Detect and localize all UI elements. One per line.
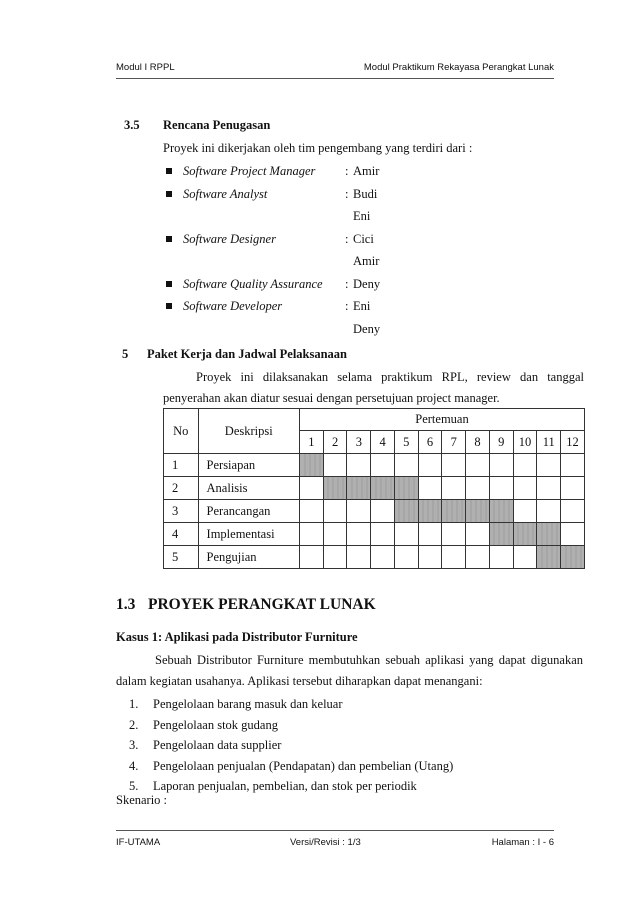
week-header-cell: 8 (466, 431, 490, 454)
role-colon: : (345, 276, 349, 291)
gantt-cell (489, 477, 513, 500)
role-name: Software Designer (183, 231, 276, 246)
role-member: Eni (353, 299, 371, 313)
bullet-icon (166, 236, 172, 242)
week-header-cell: 3 (347, 431, 371, 454)
list-item: Pengelolaan stok gudang (153, 717, 278, 732)
list-item: Laporan penjualan, pembelian, dan stok per periodik (153, 779, 417, 793)
list-item: Pengelolaan penjualan (Pendapatan) dan pembelian (Utang) (153, 758, 454, 773)
week-header-cell: 10 (513, 431, 537, 454)
gantt-cell (300, 477, 324, 500)
week-header-cell: 11 (537, 431, 561, 454)
section-5-number: 5 (122, 347, 129, 361)
scenario-label: Skenario : (116, 793, 168, 807)
gantt-cell (323, 500, 347, 523)
row-description: Implementasi (198, 523, 299, 546)
list-item-number: 5. (129, 779, 139, 793)
gantt-cell (300, 546, 324, 569)
row-number: 3 (164, 500, 199, 523)
section-13-title: PROYEK PERANGKAT LUNAK (148, 596, 376, 613)
role-member: Cici (353, 231, 374, 246)
header-right: Modul Praktikum Rekayasa Perangkat Lunak (363, 62, 554, 73)
bullet-icon (166, 191, 172, 197)
gantt-cell-active (394, 500, 418, 523)
list-item-number: 2. (129, 717, 139, 732)
row-number: 1 (164, 454, 199, 477)
list-item-number: 1. (129, 697, 139, 711)
gantt-cell (371, 454, 395, 477)
gantt-cell-active (513, 523, 537, 546)
gantt-cell (418, 523, 442, 546)
gantt-cell (347, 546, 371, 569)
section-13-number: 1.3 (116, 596, 136, 613)
gantt-cell-active (371, 477, 395, 500)
role-member: Amir (353, 164, 380, 178)
page-header (116, 61, 554, 79)
schedule-table (163, 408, 585, 569)
footer-center: Versi/Revisi : 1/3 (290, 837, 361, 848)
gantt-cell (418, 477, 442, 500)
section-35-title: Rencana Penugasan (163, 118, 271, 132)
section-5-para-line1: Proyek ini dilaksanakan selama praktikum RPL, review dan tanggal (196, 370, 584, 384)
gantt-cell (300, 500, 324, 523)
gantt-cell (466, 477, 490, 500)
gantt-cell (442, 523, 466, 546)
gantt-cell (394, 523, 418, 546)
col-meetings-header: Pertemuan (300, 409, 585, 431)
gantt-cell-active (489, 500, 513, 523)
gantt-cell (561, 500, 585, 523)
gantt-cell (489, 454, 513, 477)
gantt-cell (513, 477, 537, 500)
week-header-cell: 1 (300, 431, 324, 454)
gantt-cell (537, 477, 561, 500)
gantt-cell-active (323, 477, 347, 500)
gantt-cell (513, 454, 537, 477)
gantt-cell-active (442, 500, 466, 523)
role-member: Eni (353, 209, 371, 223)
bullet-icon (166, 281, 172, 287)
gantt-cell-active (537, 546, 561, 569)
week-header-cell: 9 (489, 431, 513, 454)
gantt-cell (513, 500, 537, 523)
gantt-cell-active (347, 477, 371, 500)
role-name: Software Project Manager (183, 164, 316, 178)
table-row (164, 546, 585, 569)
gantt-cell (442, 454, 466, 477)
gantt-cell (371, 523, 395, 546)
section-5-title: Paket Kerja dan Jadwal Pelaksanaan (147, 347, 348, 361)
table-row (164, 454, 585, 477)
gantt-cell (466, 454, 490, 477)
gantt-cell-active (418, 500, 442, 523)
week-header-cell: 7 (442, 431, 466, 454)
gantt-cell-active (300, 454, 324, 477)
gantt-cell (418, 454, 442, 477)
gantt-cell (513, 546, 537, 569)
role-colon: : (345, 231, 349, 246)
role-name: Software Quality Assurance (183, 276, 323, 291)
gantt-cell-active (394, 477, 418, 500)
list-item-number: 4. (129, 758, 139, 773)
role-member: Budi (353, 186, 378, 201)
gantt-cell (442, 546, 466, 569)
gantt-cell (300, 523, 324, 546)
table-row (164, 477, 585, 500)
section-5-para-line2: penyerahan akan diatur sesuai dengan persetujuan project manager. (163, 391, 500, 405)
gantt-cell-active (537, 523, 561, 546)
bullet-icon (166, 303, 172, 309)
gantt-cell (323, 546, 347, 569)
list-item: Pengelolaan barang masuk dan keluar (153, 697, 343, 711)
gantt-cell (537, 500, 561, 523)
week-header-cell: 5 (394, 431, 418, 454)
row-number: 4 (164, 523, 199, 546)
col-no-header: No (164, 409, 199, 454)
role-name: Software Analyst (183, 186, 268, 201)
week-header-cell: 12 (561, 431, 585, 454)
gantt-cell (561, 477, 585, 500)
gantt-cell (418, 546, 442, 569)
role-colon: : (345, 186, 349, 201)
row-description: Analisis (198, 477, 299, 500)
gantt-cell-active (489, 523, 513, 546)
role-member: Deny (353, 321, 381, 336)
gantt-cell (442, 477, 466, 500)
gantt-cell (323, 454, 347, 477)
gantt-cell (323, 523, 347, 546)
week-header-cell: 6 (418, 431, 442, 454)
gantt-cell (371, 500, 395, 523)
page-footer (116, 830, 554, 852)
row-number: 2 (164, 477, 199, 500)
role-name: Software Developer (183, 299, 283, 313)
case-1-para-line2: dalam kegiatan usahanya. Aplikasi tersebut diharapkan dapat menangani: (116, 674, 483, 688)
row-description: Perancangan (198, 500, 299, 523)
header-left: Modul I RPPL (116, 62, 175, 73)
role-member: Amir (353, 254, 380, 268)
col-desc-header: Deskripsi (198, 409, 299, 454)
table-row (164, 500, 585, 523)
bullet-icon (166, 168, 172, 174)
case-1-title: Kasus 1: Aplikasi pada Distributor Furniture (116, 630, 358, 644)
case-1-para-line1: Sebuah Distributor Furniture membutuhkan sebuah aplikasi yang dapat digunakan (155, 653, 583, 667)
role-colon: : (345, 299, 349, 313)
gantt-cell (347, 500, 371, 523)
footer-right: Halaman : I - 6 (491, 837, 554, 848)
list-item-number: 3. (129, 738, 139, 752)
row-number: 5 (164, 546, 199, 569)
gantt-cell (466, 546, 490, 569)
gantt-cell-active (466, 500, 490, 523)
gantt-cell (394, 454, 418, 477)
gantt-cell (347, 454, 371, 477)
week-header-cell: 4 (371, 431, 395, 454)
table-row (164, 523, 585, 546)
section-35-intro: Proyek ini dikerjakan oleh tim pengembang yang terdiri dari : (163, 141, 473, 155)
gantt-cell (561, 523, 585, 546)
section-35-number: 3.5 (124, 118, 140, 132)
row-description: Pengujian (198, 546, 299, 569)
role-member: Deny (353, 276, 381, 291)
role-colon: : (345, 164, 349, 178)
list-item: Pengelolaan data supplier (153, 738, 282, 752)
row-description: Persiapan (198, 454, 299, 477)
week-header-cell: 2 (323, 431, 347, 454)
gantt-cell (347, 523, 371, 546)
gantt-cell (537, 454, 561, 477)
gantt-cell (489, 546, 513, 569)
gantt-cell (466, 523, 490, 546)
footer-left: IF-UTAMA (116, 837, 161, 848)
gantt-cell (371, 546, 395, 569)
gantt-cell-active (561, 546, 585, 569)
gantt-cell (561, 454, 585, 477)
gantt-cell (394, 546, 418, 569)
